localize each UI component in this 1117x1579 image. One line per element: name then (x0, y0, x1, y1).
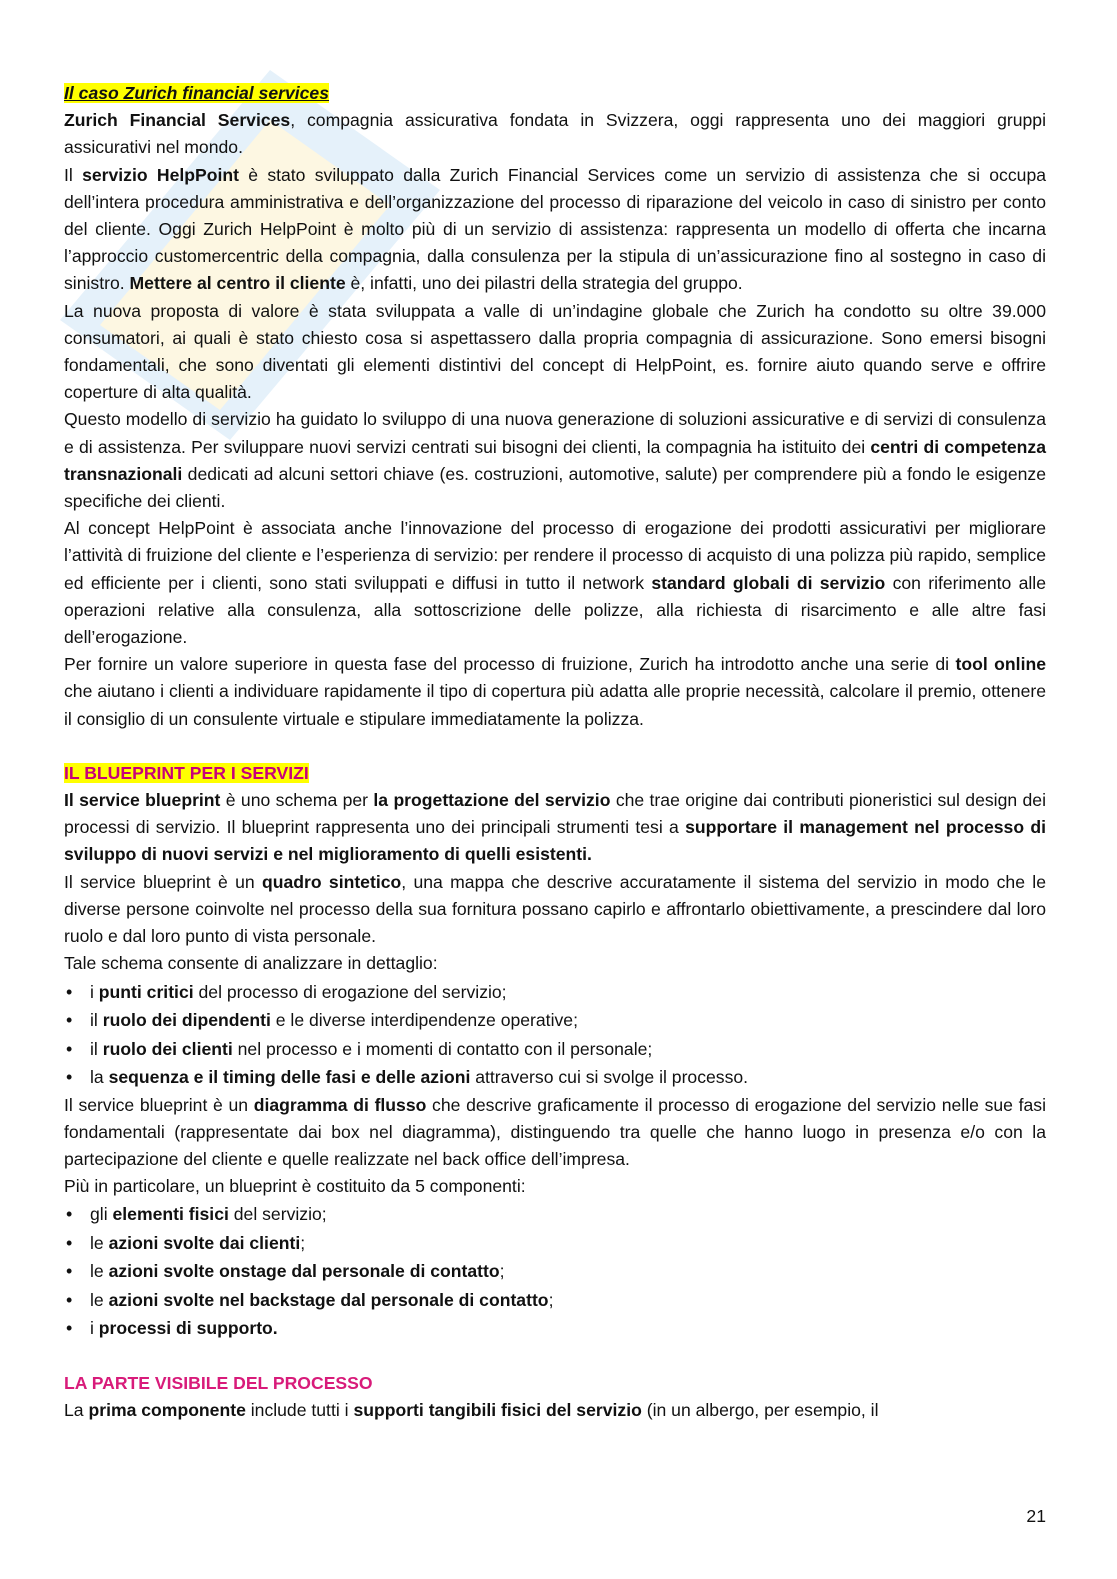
paragraph (64, 787, 1046, 869)
text-run: Il service blueprint è un (64, 1094, 254, 1115)
bold-text: processi di supporto. (98, 1318, 278, 1339)
paragraph (64, 1173, 1046, 1200)
bold-text: azioni svolte onstage dal personale di contatto (108, 1261, 500, 1282)
bold-text: sequenza e il timing delle fasi e delle azioni (108, 1067, 471, 1087)
bullet-list-components (64, 1200, 1046, 1343)
bold-text: quadro sintetico (261, 871, 402, 892)
text-run: che trae origine dai contributi pioneristici sul design dei processi di servizio. Il blueprint rappresenta uno dei principali strumenti tesi a (64, 790, 1046, 838)
text-run: Questo modello di servizio ha guidato lo sviluppo di una nuova generazione di soluzioni assicurative e di servizi di consulenza e di assistenza. Per sviluppare nuovi servizi centrati sui bisogni dei clienti, la compagnia ha istituito dei (64, 409, 1046, 457)
list-item (64, 1314, 1046, 1343)
bold-text: Il service blueprint (64, 790, 221, 811)
text-run: che aiutano i clienti a individuare rapidamente il tipo di copertura più adatta alle proprie necessità, calcolare il premio, ottenere il consiglio di un consulente virtuale e stipulare immediatamente la polizza. (64, 681, 1046, 729)
paragraph (64, 107, 1046, 161)
text-run: ; (499, 1261, 505, 1282)
list-item (64, 1229, 1046, 1258)
text-run: Il (64, 164, 83, 185)
text-run: gli (90, 1204, 113, 1225)
bold-text: la progettazione del servizio (373, 790, 611, 811)
bold-text: ruolo dei dipendenti (102, 1010, 271, 1030)
bold-text: supporti tangibili fisici del servizio (353, 1400, 642, 1421)
text-run: Al concept HelpPoint è associata anche l’innovazione del processo di erogazione dei prodotti assicurativi per migliorare l’attività di fruizione del cliente e l’esperienza di servizio: per rendere il processo di acquisto di una polizza più rapido, semplice ed efficiente per i clienti, sono stati sviluppati e diffusi in tutto il network (64, 518, 1046, 593)
list-item (64, 1006, 1046, 1035)
text-run: ; (300, 1232, 306, 1253)
paragraph (64, 298, 1046, 407)
text-run: Tale schema consente di analizzare in dettaglio: (64, 953, 438, 974)
text-run: dedicati ad alcuni settori chiave (es. costruzioni, automotive, salute) per comprendere più a fondo le esigenze specifiche dei clienti. (64, 463, 1046, 512)
bold-text: tool online (955, 654, 1046, 675)
bold-text: elementi fisici (112, 1204, 229, 1225)
bold-text: azioni svolte dai clienti (108, 1232, 301, 1253)
bold-text: punti critici (98, 981, 194, 1002)
paragraph (64, 1397, 1046, 1424)
paragraph (64, 162, 1046, 298)
text-run: Il service blueprint è un (64, 871, 262, 892)
paragraph (64, 515, 1046, 651)
list-item (64, 1257, 1046, 1286)
bold-text: supportare il management nel processo di sviluppo di nuovi servizi e nel miglioramento di quelli esistenti. (64, 817, 1046, 865)
text-run: Per fornire un valore superiore in questa fase del processo di fruizione, Zurich ha introdotto anche una serie di (64, 654, 956, 675)
text-run: le (90, 1289, 109, 1310)
text-run: e le diverse interdipendenze operative; (270, 1010, 578, 1030)
text-run: , compagnia assicurativa fondata in Svizzera, oggi rappresenta uno dei maggiori gruppi assicurativi nel mondo. (64, 110, 1046, 158)
text-run: è uno schema per (220, 790, 374, 811)
list-item (64, 978, 1046, 1007)
section-heading-blueprint: IL BLUEPRINT PER I SERVIZI (64, 762, 309, 783)
bold-text: prima componente (88, 1400, 246, 1421)
text-run: la (90, 1067, 109, 1087)
bold-text: standard globali di servizio (651, 572, 886, 593)
bullet-list-analysis (64, 978, 1046, 1092)
paragraph (64, 651, 1046, 733)
list-item (64, 1200, 1046, 1229)
bold-text: servizio HelpPoint (82, 164, 239, 185)
document-page (64, 80, 1046, 1424)
text-run: ; (548, 1289, 554, 1310)
text-run: , una mappa che descrive accuratamente il sistema del servizio in modo che le diverse persone coinvolte nel processo della sua fornitura possano capirlo e affrontarlo obiettivamente, a prescindere dal loro ruolo e dal loro punto di vista personale. (64, 871, 1046, 947)
bold-text: diagramma di flusso (253, 1094, 427, 1115)
text-run: Più in particolare, un blueprint è costituito da 5 componenti: (64, 1176, 526, 1197)
paragraph (64, 1092, 1046, 1174)
text-run: il (90, 1010, 103, 1030)
list-item (64, 1035, 1046, 1064)
list-item (64, 1286, 1046, 1315)
text-run: il (90, 1038, 103, 1059)
text-run: attraverso cui si svolge il processo. (470, 1067, 749, 1087)
bold-text: Zurich Financial Services (64, 110, 291, 131)
paragraph (64, 950, 1046, 977)
bold-text: azioni svolte nel backstage dal personale di contatto (108, 1289, 549, 1310)
text-run: del servizio; (228, 1204, 327, 1225)
section-heading-zurich: Il caso Zurich financial services (64, 83, 330, 103)
text-run: è stato sviluppato dalla Zurich Financial Services come un servizio di assistenza che si occupa dell’intera procedura amministrativa e dell’organizzazione del processo di riparazione del veicolo in caso di sinistro per conto del cliente. Oggi Zurich HelpPoint è molto più di un servizio di assistenza: rappresenta un modello di offerta che incarna l’approccio customercentric della compagnia, dalla consulenza per la stipula di un’assicurazione fino al sostegno in caso di sinistro. (64, 164, 1047, 294)
text-run: che descrive graficamente il processo di erogazione del servizio nelle sue fasi fondamentali (rappresentate dai box nel diagramma), distinguendo tra quelle che hanno luogo in presenza e/o con la partecipazione del cliente e quelle realizzate nel back office dell’impresa. (64, 1094, 1047, 1169)
text-run: La (64, 1400, 89, 1421)
text-run: del processo di erogazione del servizio; (193, 981, 507, 1002)
text-run: è, infatti, uno dei pilastri della strategia del gruppo. (345, 273, 743, 294)
text-run: include tutti i (245, 1400, 354, 1421)
text-run: nel processo e i momenti di contatto con il personale; (232, 1038, 653, 1059)
paragraph (64, 869, 1046, 951)
paragraph (64, 406, 1046, 515)
text-run: i (90, 981, 99, 1002)
text-run: con riferimento alle operazioni relative alla consulenza, alla sottoscrizione delle polizze, alla richiesta di risarcimento e alle altre fasi dell’erogazione. (64, 572, 1046, 648)
text-run: (in un albergo, per esempio, il (641, 1400, 879, 1421)
text-run: le (90, 1232, 109, 1253)
list-item (64, 1063, 1046, 1092)
text-run: La nuova proposta di valore è stata sviluppata a valle di un’indagine globale che Zurich ha condotto su oltre 39.000 consumatori, ai quali è stato chiesto cosa si aspettassero dalla propria compagnia di assicurazione. Sono emersi bisogni fondamentali, che sono diventati gli elementi distintivi del concept di HelpPoint, es. fornire aiuto quando serve e offrire coperture di alta qualità. (64, 300, 1046, 403)
text-run: le (90, 1261, 109, 1282)
section-heading-visible-process: LA PARTE VISIBILE DEL PROCESSO (64, 1372, 373, 1393)
bold-text: centri di competenza transnazionali (64, 436, 1046, 484)
bold-text: ruolo dei clienti (102, 1038, 233, 1059)
text-run: i (90, 1318, 99, 1339)
bold-text: Mettere al centro il cliente (129, 273, 346, 294)
page-number: 21 (1026, 1506, 1046, 1526)
